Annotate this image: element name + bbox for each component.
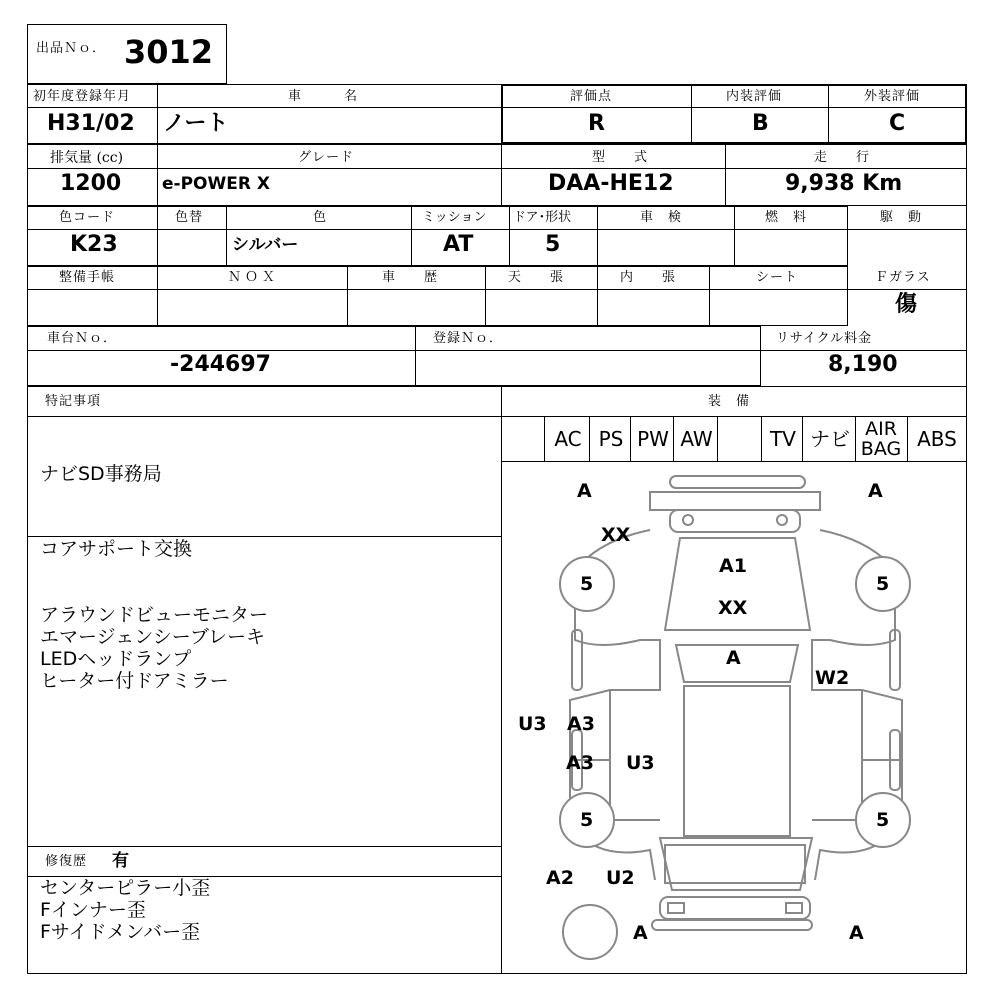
exterior-label: 外装評価 (864, 89, 921, 104)
damage-mark: U3 (518, 713, 547, 735)
roof-label: 天 張 (508, 270, 565, 285)
grade-value: e-POWER X (162, 174, 270, 194)
chassis-label: 車台Ｎｏ． (47, 331, 118, 346)
damage-mark: U3 (626, 752, 655, 774)
equip-tv: TV (761, 416, 803, 462)
repaint-label: 色替 (175, 210, 204, 225)
fglass-value: 傷 (895, 292, 918, 317)
damage-mark: 5 (580, 573, 594, 595)
damage-mark: A1 (719, 555, 747, 577)
displacement-label: 排気量 (cc) (50, 150, 124, 166)
damage-mark: W2 (815, 667, 850, 689)
equip-ac: AC (544, 416, 590, 462)
equip-cell (501, 416, 545, 462)
feature-item: エマージェンシーブレーキ (40, 626, 266, 648)
lot-label: 出品Ｎｏ． (36, 41, 107, 56)
first-reg-value: H31/02 (47, 111, 135, 136)
feature-item: LEDヘッドランプ (40, 648, 192, 670)
repair-item: Fインナー歪 (40, 899, 146, 921)
equip-aw: AW (673, 416, 718, 462)
feature-item: コアサポート交換 (40, 538, 193, 560)
seat-label: シート (756, 270, 799, 285)
displacement-value: 1200 (60, 171, 122, 196)
reg-label: 登録Ｎｏ． (433, 331, 504, 346)
repair-label: 修復歴 (45, 854, 88, 869)
car-name-label: 車 名 (288, 89, 359, 104)
door-label: ドア･形状 (513, 210, 572, 225)
interior-label: 内装評価 (726, 89, 783, 104)
fuel-label: 燃 料 (765, 210, 808, 225)
inspection-label: 車 検 (640, 210, 683, 225)
damage-mark: A (849, 922, 864, 944)
interior-value: B (752, 111, 769, 136)
damage-mark: U2 (606, 867, 635, 889)
damage-mark: 5 (876, 809, 890, 831)
repair-list (40, 877, 210, 943)
features-list (40, 538, 268, 692)
repair-item: センターピラー小歪 (40, 877, 211, 899)
door-value: 5 (545, 232, 561, 257)
nox-label: ＮＯＸ (228, 270, 280, 285)
equip-cell (717, 416, 762, 462)
first-reg-label: 初年度登録年月 (33, 89, 132, 104)
equip-airbag: AIR BAG (855, 416, 908, 462)
damage-mark: 5 (876, 573, 890, 595)
color-code-value: K23 (70, 232, 118, 257)
color-label: 色 (313, 210, 328, 225)
damage-mark: A (577, 480, 592, 502)
score-label: 評価点 (570, 89, 613, 104)
repair-item: Fサイドメンバー歪 (40, 921, 201, 943)
damage-mark: A (726, 647, 741, 669)
damage-mark: A3 (566, 752, 594, 774)
lot-number: 3012 (124, 33, 214, 71)
damage-mark: A2 (546, 867, 574, 889)
special-text: ナビSD事務局 (40, 463, 162, 485)
drive-label: 駆 動 (880, 210, 923, 225)
recycle-value: 8,190 (828, 352, 898, 377)
score-value: R (588, 111, 605, 136)
feature-item (40, 560, 268, 582)
mission-label: ミッション (422, 210, 487, 225)
equip-ps: PS (589, 416, 631, 462)
damage-mark: 5 (580, 809, 594, 831)
exterior-value: C (889, 111, 906, 136)
grade-label: グレード (298, 150, 355, 165)
mileage-label: 走 行 (814, 150, 871, 165)
interior-trim-label: 内 張 (620, 270, 677, 285)
fglass-label: Ｆガラス (875, 270, 931, 285)
history-label: 車 歴 (382, 270, 439, 285)
equip-navi: ナビ (802, 416, 856, 462)
damage-mark: A (633, 922, 648, 944)
damage-mark: XX (601, 524, 631, 546)
equip-pw: PW (630, 416, 674, 462)
chassis-value: -244697 (170, 352, 271, 377)
damage-mark: XX (718, 597, 748, 619)
model-label: 型 式 (592, 150, 649, 165)
feature-item (40, 582, 268, 604)
special-label: 特記事項 (45, 394, 102, 409)
damage-mark: A (868, 480, 883, 502)
recycle-label: リサイクル料金 (776, 331, 873, 346)
maintenance-label: 整備手帳 (59, 270, 116, 285)
equip-abs: ABS (907, 416, 967, 462)
car-name-value: ノート (163, 111, 229, 136)
equipment-label: 装 備 (708, 394, 751, 409)
feature-item: アラウンドビューモニター (40, 604, 269, 626)
repair-value: 有 (112, 851, 129, 871)
color-value: シルバー (232, 235, 299, 255)
mission-value: AT (443, 232, 474, 257)
model-value: DAA-HE12 (548, 171, 674, 196)
damage-mark: A3 (567, 713, 595, 735)
mileage-value: 9,938 Km (785, 171, 903, 196)
feature-item: ヒーター付ドアミラー (40, 670, 229, 692)
color-code-label: 色コード (59, 210, 116, 225)
